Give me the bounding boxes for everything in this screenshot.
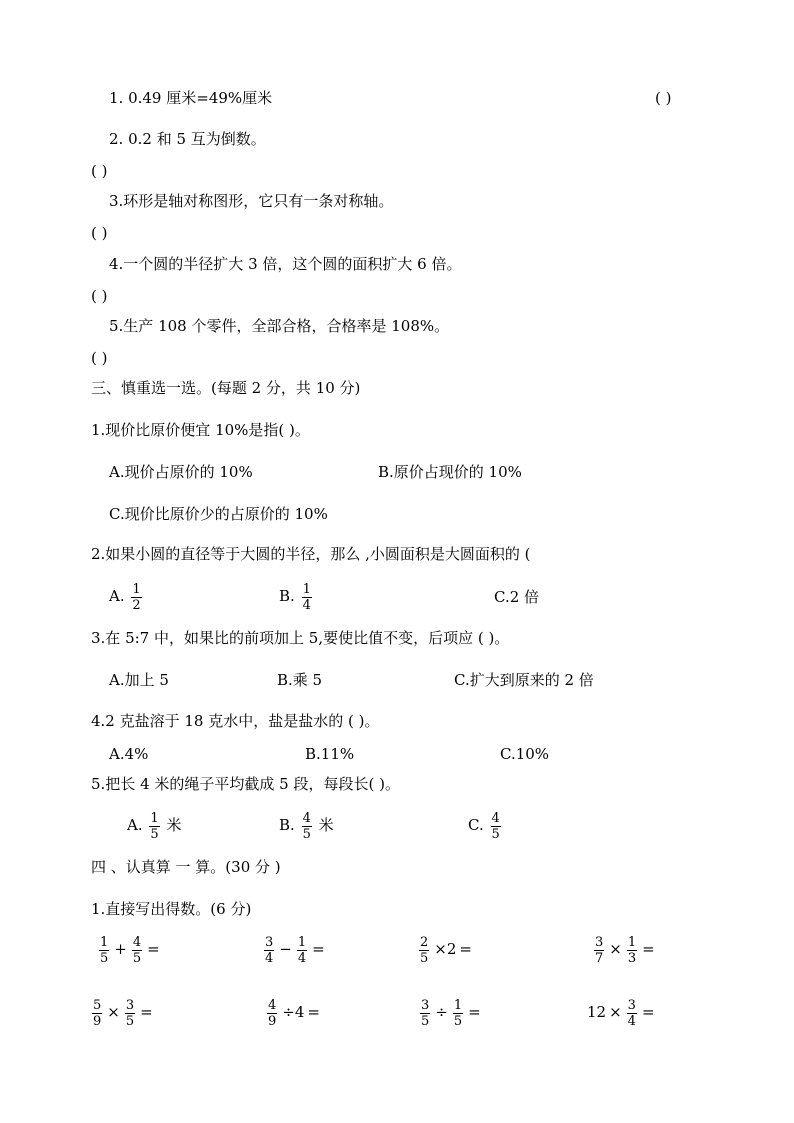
q3-1-option-c[interactable]: C.现价比原价少的占原价的 10% — [109, 505, 328, 523]
q3-5-option-a[interactable]: A. $\frac{1}{5}$ 米 — [127, 810, 182, 842]
calc-item-1[interactable]: $\frac{1}{5}$ + $\frac{4}{5}$ = — [100, 934, 160, 966]
judge-item-4: 4.一个圆的半径扩大 3 倍，这个圆的面积扩大 6 倍。 — [109, 255, 462, 273]
q3-2-option-b[interactable]: B. $\frac{1}{4}$ — [279, 581, 311, 613]
fraction: $\frac{4}{5}$ — [302, 810, 311, 842]
q3-3-option-a[interactable]: A.加上 5 — [109, 671, 169, 689]
q3-5-option-b[interactable]: B. $\frac{4}{5}$ 米 — [279, 810, 334, 842]
judge-item-2: 2. 0.2 和 5 互为倒数。 — [109, 130, 266, 148]
q3-3-stem: 3.在 5:7 中，如果比的前项加上 5,要使比值不变，后项应 ( )。 — [91, 629, 510, 647]
fraction: $\frac{4}{5}$ — [491, 810, 500, 842]
calc-item-4[interactable]: $\frac{3}{7}$ × $\frac{1}{3}$ = — [595, 934, 655, 966]
calc-item-3[interactable]: $\frac{2}{5}$ ×2 = — [420, 934, 472, 966]
q3-5-stem: 5.把长 4 米的绳子平均截成 5 段，每段长( )。 — [91, 775, 400, 793]
fraction: $\frac{1}{5}$ — [100, 934, 109, 966]
calc-item-8[interactable]: 12 × $\frac{3}{4}$ = — [587, 997, 655, 1029]
judge-item-3: 3.环形是轴对称图形，它只有一条对称轴。 — [109, 192, 394, 210]
q3-4-stem: 4.2 克盐溶于 18 克水中，盐是盐水的 ( )。 — [91, 712, 380, 730]
q3-1-option-a[interactable]: A.现价占原价的 10% — [109, 463, 253, 481]
q3-1-option-b[interactable]: B.原价占现价的 10% — [378, 463, 522, 481]
fraction: $\frac{1}{2}$ — [132, 581, 141, 613]
fraction: $\frac{1}{5}$ — [150, 810, 159, 842]
fraction: $\frac{1}{3}$ — [627, 934, 637, 966]
fraction: $\frac{1}{4}$ — [297, 934, 307, 966]
q3-4-option-c[interactable]: C.10% — [500, 745, 550, 763]
q3-4-option-b[interactable]: B.11% — [305, 745, 355, 763]
answer-paren-2[interactable]: ( ) — [91, 162, 108, 180]
judge-item-5: 5.生产 108 个零件，全部合格，合格率是 108%。 — [109, 317, 450, 335]
calc-item-7[interactable]: $\frac{3}{5}$ ÷ $\frac{1}{5}$ = — [421, 997, 481, 1029]
q3-2-option-a[interactable]: A. $\frac{1}{2}$ — [109, 581, 141, 613]
q3-4-option-a[interactable]: A.4% — [109, 745, 149, 763]
fraction: $\frac{3}{5}$ — [421, 997, 430, 1029]
section-3-heading: 三、慎重选一选。(每题 2 分，共 10 分) — [91, 379, 361, 397]
calc-item-5[interactable]: $\frac{5}{9}$ × $\frac{3}{5}$ = — [93, 997, 153, 1029]
fraction: $\frac{1}{5}$ — [453, 997, 463, 1029]
section-4-heading: 四 、认真算 一 算。(30 分 ) — [91, 858, 281, 876]
answer-paren-4[interactable]: ( ) — [91, 287, 108, 305]
q3-1-stem: 1.现价比原价便宜 10%是指( )。 — [91, 421, 310, 439]
answer-paren-1[interactable]: ( ) — [655, 89, 672, 107]
fraction: $\frac{1}{4}$ — [302, 581, 311, 613]
fraction: $\frac{2}{5}$ — [420, 934, 429, 966]
answer-paren-3[interactable]: ( ) — [91, 224, 108, 242]
q3-3-option-c[interactable]: C.扩大到原来的 2 倍 — [454, 671, 594, 689]
judge-item-1: 1. 0.49 厘米=49%厘米 — [109, 89, 273, 107]
q3-2-stem: 2.如果小圆的直径等于大圆的半径，那么 ,小圆面积是大圆面积的 ( — [91, 545, 531, 563]
answer-paren-5[interactable]: ( ) — [91, 349, 108, 367]
fraction: $\frac{3}{5}$ — [125, 997, 135, 1029]
q3-5-option-c[interactable]: C. $\frac{4}{5}$ — [468, 810, 500, 842]
fraction: $\frac{3}{4}$ — [627, 997, 636, 1029]
q3-2-option-c[interactable]: C.2 倍 — [494, 588, 540, 606]
fraction: $\frac{3}{4}$ — [265, 934, 274, 966]
fraction: $\frac{5}{9}$ — [93, 997, 102, 1029]
fraction: $\frac{4}{9}$ — [268, 997, 277, 1029]
calc-item-6[interactable]: $\frac{4}{9}$ ÷4 = — [268, 997, 320, 1029]
q3-3-option-b[interactable]: B.乘 5 — [277, 671, 323, 689]
fraction: $\frac{4}{5}$ — [132, 934, 142, 966]
calc-item-2[interactable]: $\frac{3}{4}$ − $\frac{1}{4}$ = — [265, 934, 325, 966]
fraction: $\frac{3}{7}$ — [595, 934, 604, 966]
section-4-sub-1: 1.直接写出得数。(6 分) — [91, 900, 252, 918]
